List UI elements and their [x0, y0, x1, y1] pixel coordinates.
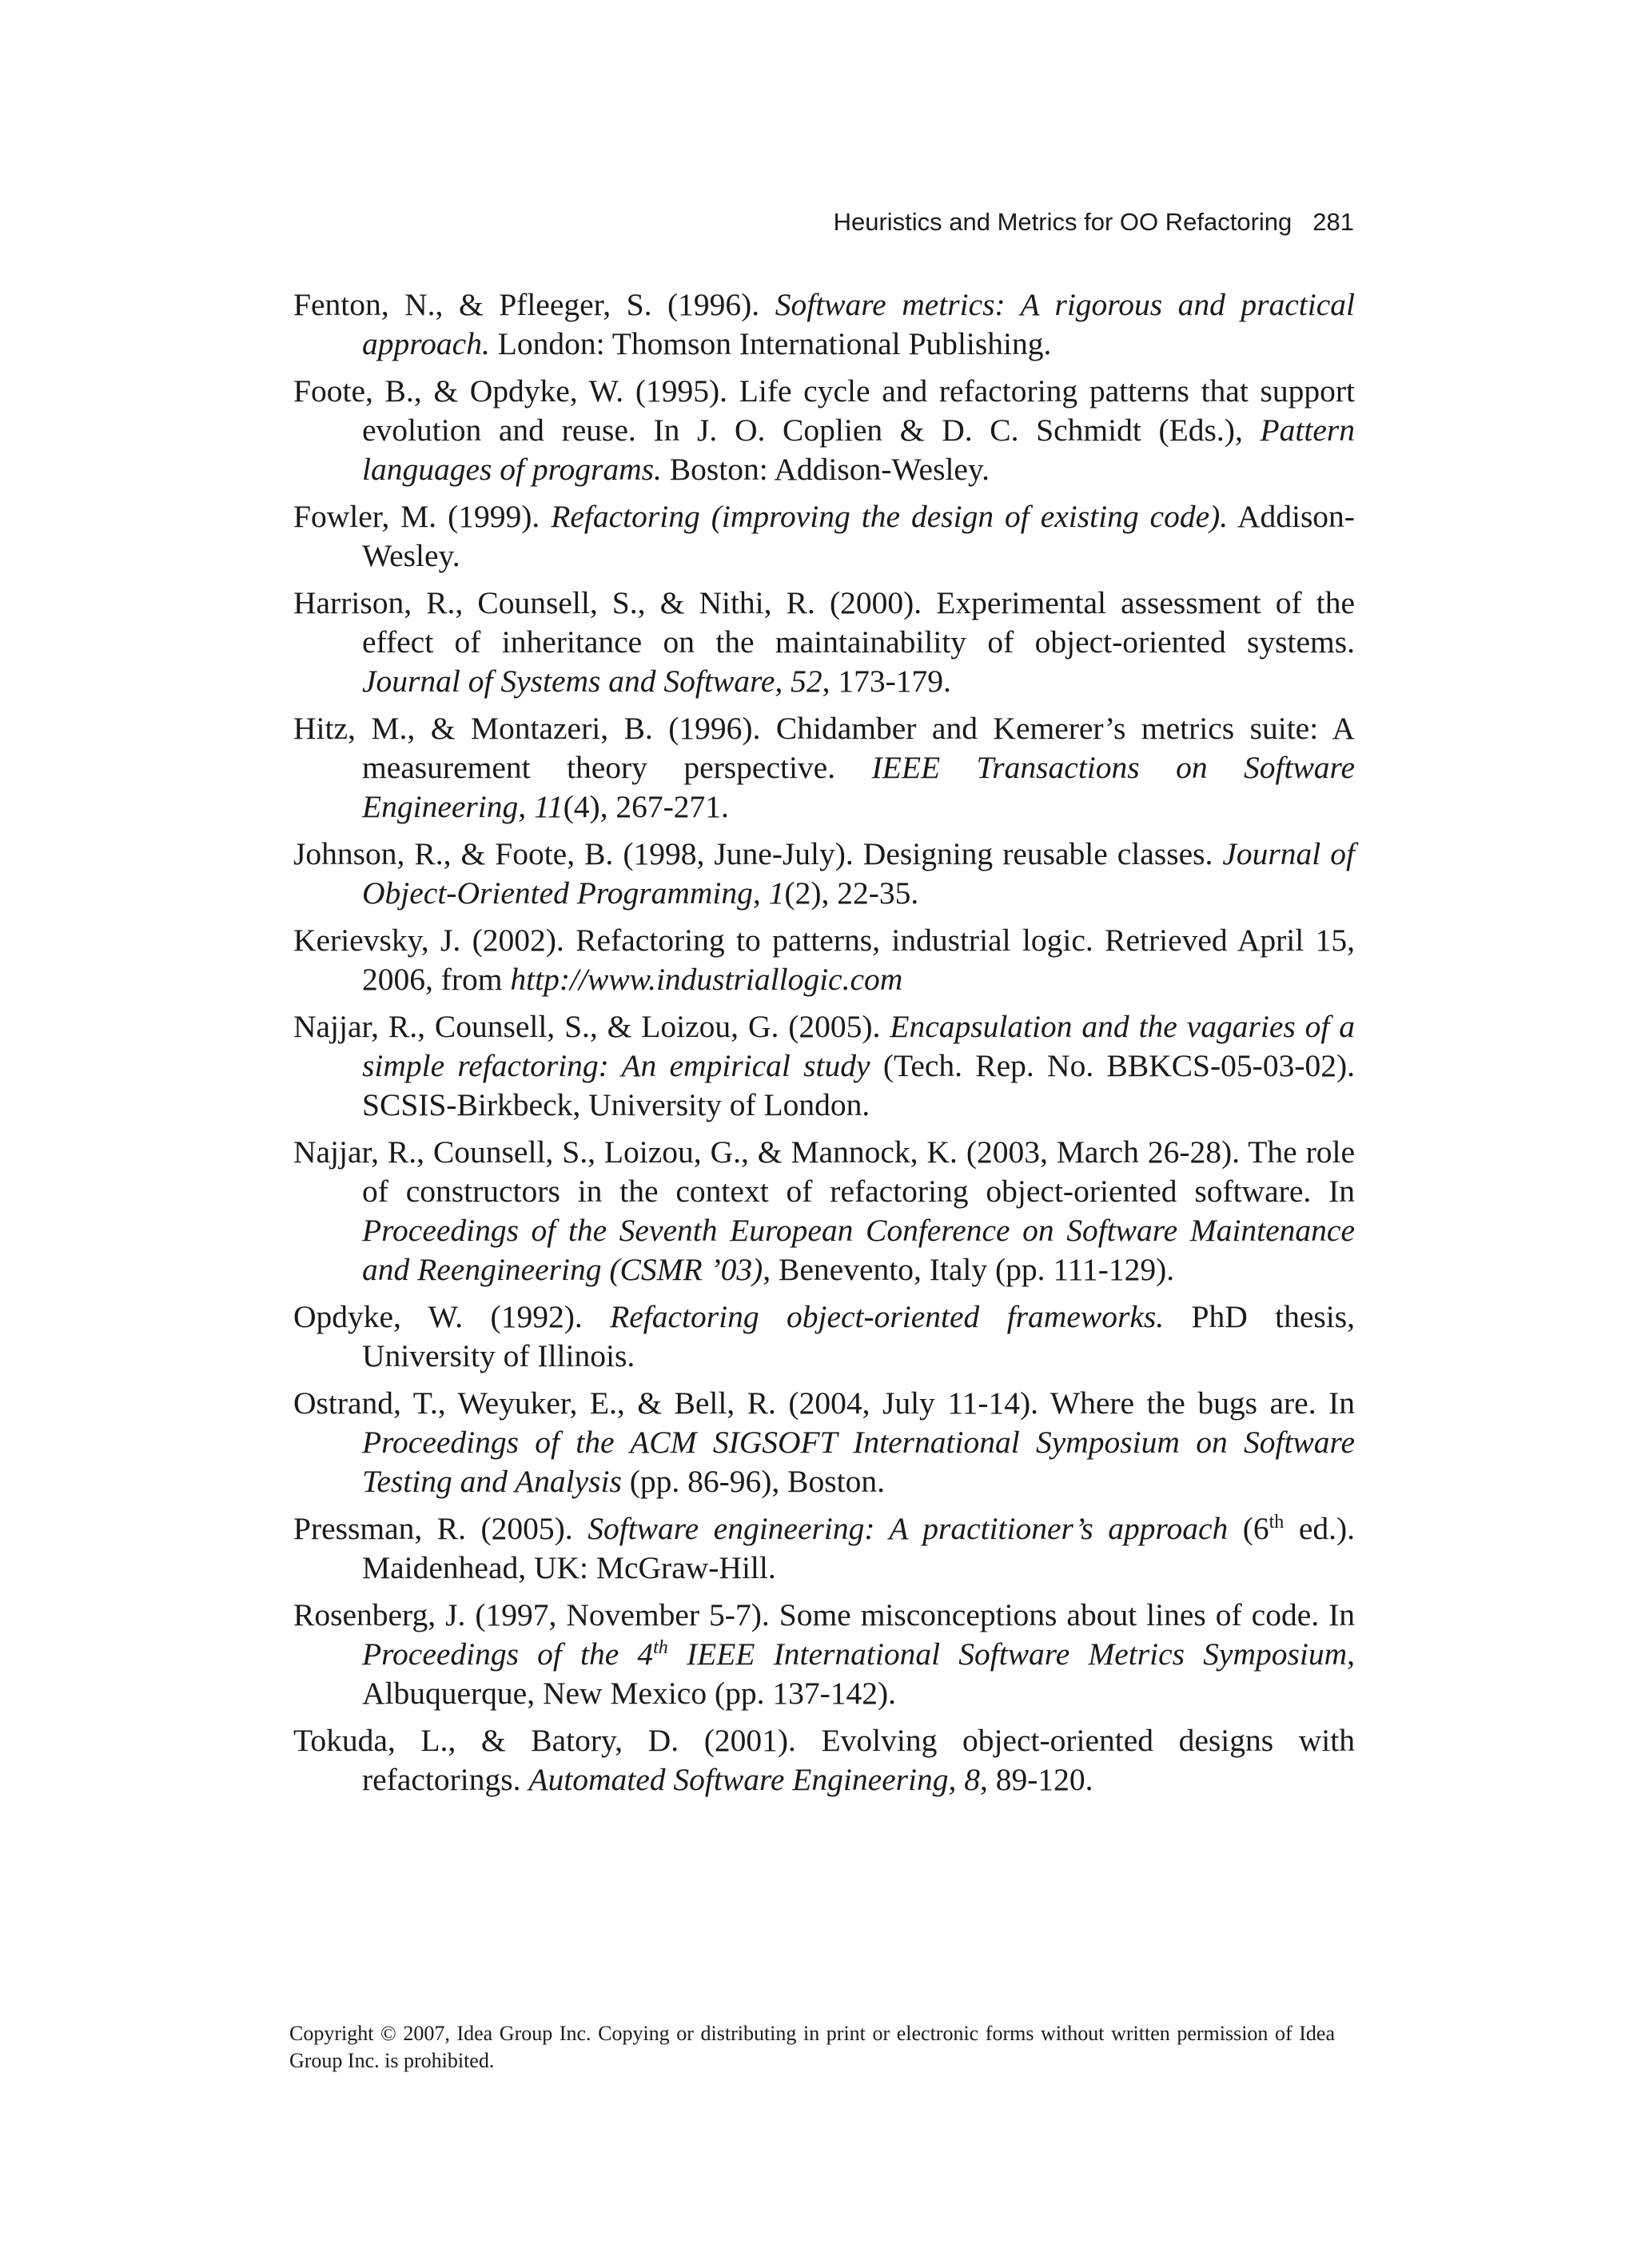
reference-text: , Benevento, Italy (pp. 111-129).	[763, 1252, 1175, 1287]
reference-entry	[293, 285, 1355, 364]
reference-text: th	[653, 1636, 668, 1658]
reference-entry	[293, 835, 1355, 913]
reference-text: Journal of Systems and Software, 52	[362, 664, 822, 699]
reference-text: (Tech. Rep. No. BBKCS-05-03-02). SCSIS-Birkbeck, University of London.	[362, 1048, 1355, 1122]
reference-entry	[293, 1721, 1355, 1800]
reference-text: Proceedings of the Seventh European Conference on Software Maintenance and Reengineering (CSMR ’03)	[362, 1213, 1355, 1287]
reference-text: Opdyke, W. (1992).	[293, 1299, 611, 1334]
reference-text: Software engineering: A practitioner’s approach	[587, 1511, 1229, 1546]
reference-text: Najjar, R., Counsell, S., & Loizou, G. (2005).	[293, 1009, 890, 1044]
reference-entry	[293, 372, 1355, 489]
reference-text: Addison-Wesley.	[362, 499, 1355, 573]
reference-text: PhD thesis, University of Illinois.	[362, 1299, 1355, 1373]
page-number: 281	[1312, 208, 1354, 236]
reference-text: Tokuda, L., & Batory, D. (2001). Evolving object-oriented designs with refactorings.	[293, 1723, 1355, 1797]
reference-text: Encapsulation and the vagaries of a simple refactoring: An empirical study	[362, 1009, 1355, 1083]
reference-text: Hitz, M., & Montazeri, B. (1996). Chidamber and Kemerer’s metrics suite: A measurement theory perspective.	[293, 711, 1355, 785]
reference-text: Pressman, R. (2005).	[293, 1511, 588, 1546]
reference-text: http://www.industriallogic.com	[510, 962, 903, 997]
reference-entry	[293, 497, 1355, 576]
reference-text: Foote, B., & Opdyke, W. (1995). Life cycle and refactoring patterns that support evolution and reuse. In J. O. Coplien & D. C. Schmidt (Eds.),	[293, 373, 1355, 448]
reference-text: Johnson, R., & Foote, B. (1998, June-July). Designing reusable classes.	[293, 836, 1223, 871]
reference-entry	[293, 921, 1355, 999]
reference-entry	[293, 1297, 1355, 1376]
reference-text: , Albuquerque, New Mexico (pp. 137-142).	[362, 1636, 1355, 1711]
running-head	[834, 206, 1354, 238]
reference-entry	[293, 1384, 1355, 1501]
reference-text: Proceedings of the ACM SIGSOFT International Symposium on Software Testing and Analysis	[362, 1425, 1355, 1499]
reference-text: Refactoring object-oriented frameworks.	[610, 1299, 1165, 1334]
reference-text: , 89-120.	[980, 1762, 1093, 1797]
reference-text: Harrison, R., Counsell, S., & Nithi, R. (2000). Experimental assessment of the effect of inheritance on the maintainability of object-oriented systems.	[293, 585, 1355, 660]
reference-text: (4), 267-271.	[563, 789, 729, 824]
reference-entry	[293, 1133, 1355, 1289]
reference-text: , 173-179.	[822, 664, 951, 699]
reference-entry	[293, 709, 1355, 827]
reference-text: Fowler, M. (1999).	[293, 499, 552, 534]
reference-text: Ostrand, T., Weyuker, E., & Bell, R. (2004, July 11-14). Where the bugs are. In	[293, 1385, 1355, 1421]
reference-list	[293, 285, 1355, 1808]
reference-text: th	[1269, 1511, 1285, 1533]
reference-entry	[293, 1509, 1355, 1588]
reference-text: (2), 22-35.	[784, 875, 919, 911]
reference-entry	[293, 584, 1355, 701]
reference-text: Pattern languages of programs.	[362, 413, 1355, 487]
reference-text: (6	[1228, 1511, 1269, 1546]
copyright-notice: Copyright © 2007, Idea Group Inc. Copying or distributing in print or electronic forms without written permission of Idea Group Inc. is prohibited.	[289, 2022, 1335, 2072]
reference-text: Automated Software Engineering, 8	[528, 1762, 981, 1797]
reference-text: IEEE International Software Metrics Symposium	[667, 1636, 1348, 1672]
reference-text: Proceedings of the 4	[362, 1636, 654, 1672]
reference-text: London: Thomson International Publishing.	[489, 326, 1052, 361]
reference-text: Najjar, R., Counsell, S., Loizou, G., & Mannock, K. (2003, March 26-28). The role of constructors in the context of refactoring object-oriented software. In	[293, 1134, 1355, 1209]
reference-text: Boston: Addison-Wesley.	[661, 452, 990, 487]
reference-text: Kerievsky, J. (2002). Refactoring to patterns, industrial logic. Retrieved April 15, 2006, from	[293, 923, 1355, 997]
reference-text: Fenton, N., & Pfleeger, S. (1996).	[293, 287, 775, 322]
reference-text: Refactoring (improving the design of existing code).	[551, 499, 1229, 534]
reference-text: Rosenberg, J. (1997, November 5-7). Some misconceptions about lines of code. In	[293, 1597, 1355, 1632]
reference-text: (pp. 86-96), Boston.	[621, 1464, 885, 1499]
reference-entry	[293, 1007, 1355, 1125]
reference-text: ed.). Maidenhead, UK: McGraw-Hill.	[362, 1511, 1355, 1585]
reference-entry	[293, 1596, 1355, 1713]
reference-text: Journal of Object-Oriented Programming, 1	[362, 836, 1355, 911]
reference-text: IEEE Transactions on Software Engineering, 11	[362, 750, 1355, 824]
reference-text: Software metrics: A rigorous and practical approach.	[362, 287, 1356, 361]
running-title: Heuristics and Metrics for OO Refactoring	[833, 208, 1292, 236]
